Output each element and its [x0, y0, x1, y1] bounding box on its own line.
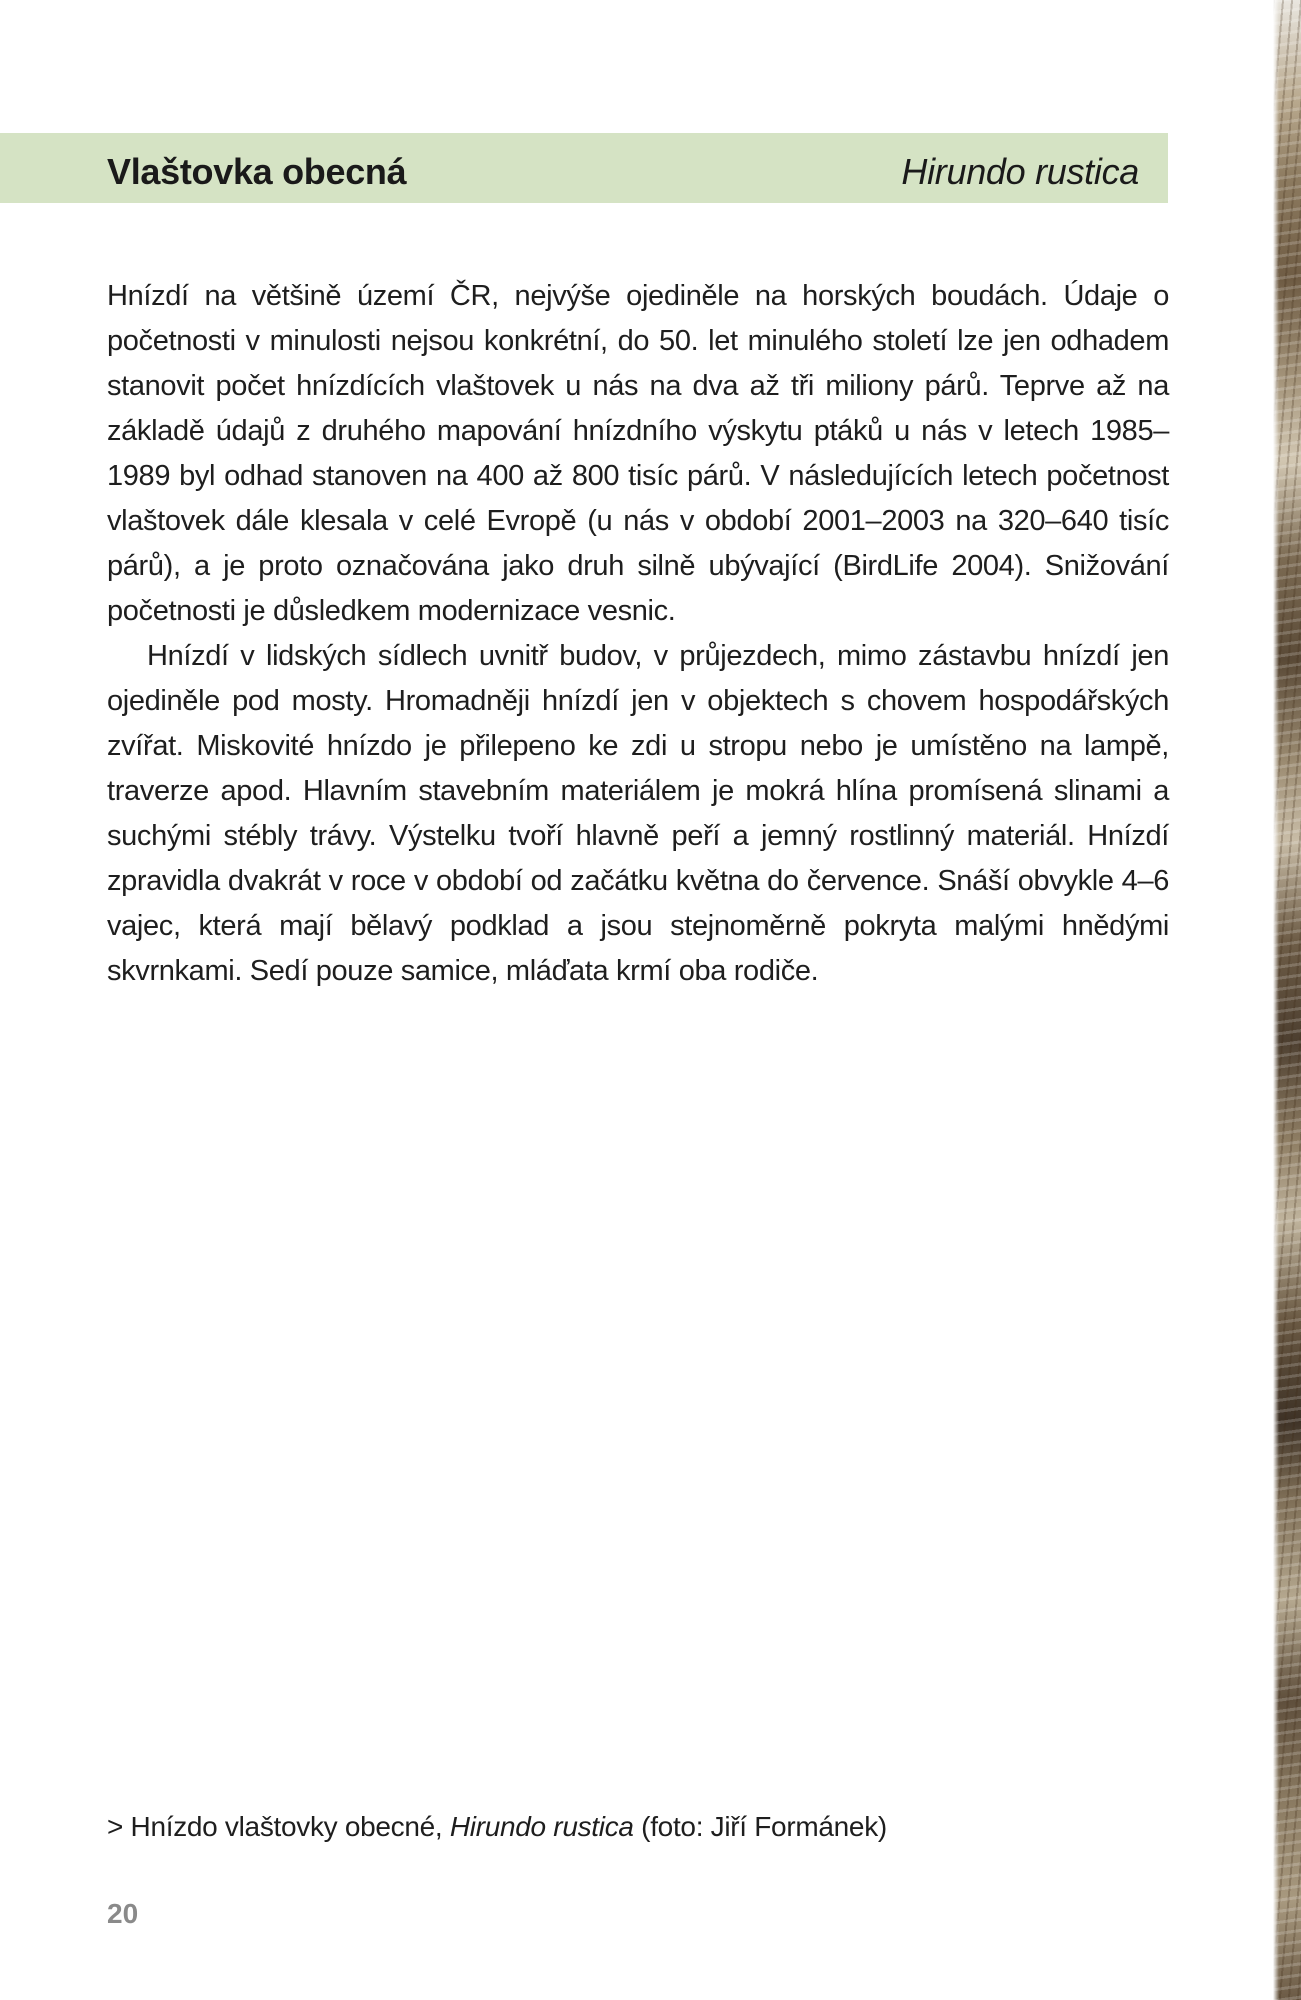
species-title-czech: Vlaštovka obecná — [107, 151, 407, 192]
photo-caption — [107, 1809, 887, 1845]
species-title-latin: Hirundo rustica — [901, 151, 1139, 192]
paragraph-population: Hnízdí na většině území ČR, nejvýše ojediněle na horských boudách. Údaje o početnosti v minulosti nejsou konkrétní, do 50. let minulého století lze jen odhadem stanovit počet hnízdících vlaštovek u nás na dva až tři miliony párů. Teprve až na základě údajů z druhého mapování hnízdního výskytu ptáků u nás v letech 1985–1989 byl odhad stanoven na 400 až 800 tisíc párů. V následujících letech početnost vlaštovek dále klesala v celé Evropě (u nás v období 2001–2003 na 320–640 tisíc párů), a je proto označována jako druh silně ubývající (BirdLife 2004). Snižování početnosti je důsledkem modernizace vesnic. — [107, 280, 1169, 627]
photo-edge — [1273, 0, 1301, 2000]
paragraph-nesting: Hnízdí v lidských sídlech uvnitř budov, v průjezdech, mimo zástavbu hnízdí jen ojediněle pod mosty. Hromadněji hnízdí jen v objektech s chovem hospodářských zvířat. Miskovité hnízdo je přilepeno ke zdi u stropu nebo je umístěno na lampě, traverze apod. Hlavním stavebním materiálem je mokrá hlína promísená slinami a suchými stébly trávy. Výstelku tvoří hlavně peří a jemný rostlinný materiál. Hnízdí zpravidla dvakrát v roce v období od začátku května do července. Snáší obvykle 4–6 vajec, která mají bělavý podklad a jsou stejnoměrně pokryta malými hnědými skvrnkami. Sedí pouze samice, mláďata krmí oba rodiče. — [107, 640, 1169, 987]
page-number: 20 — [107, 1898, 139, 1929]
caption-species: Hirundo rustica — [449, 1811, 634, 1842]
body-text — [107, 274, 1169, 994]
caption-prefix: > Hnízdo vlaštovky obecné, — [107, 1811, 450, 1842]
caption-credit: (foto: Jiří Formánek) — [633, 1811, 887, 1842]
